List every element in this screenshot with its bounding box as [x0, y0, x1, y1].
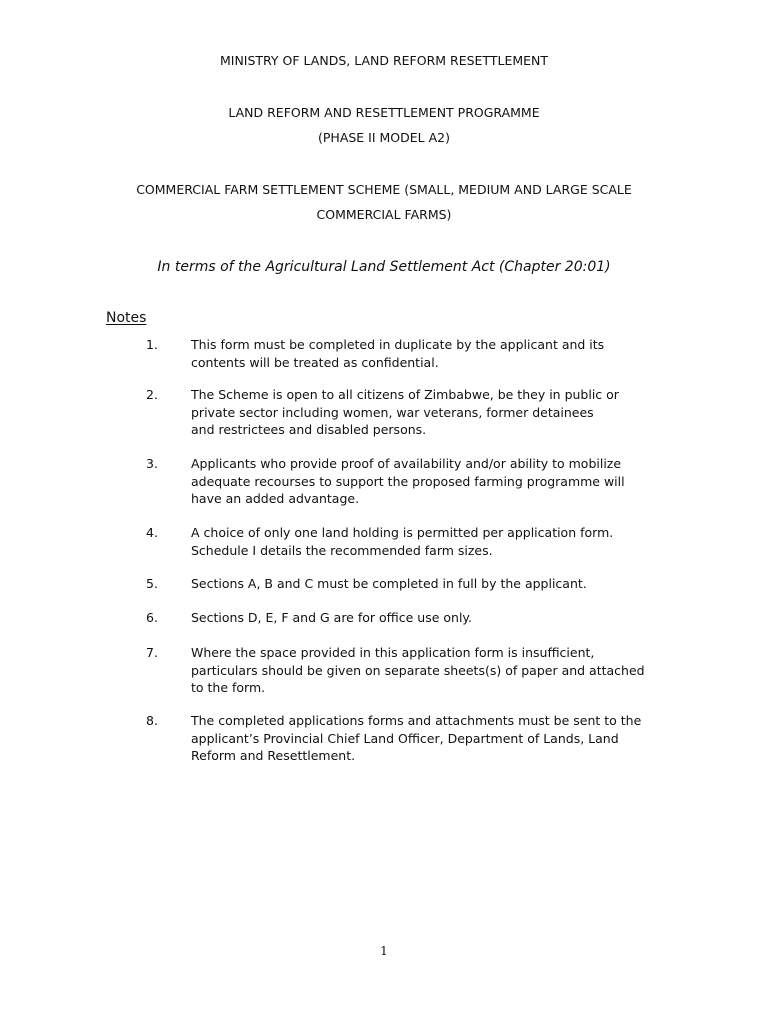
note-line: adequate recourses to support the proposed farming programme will	[191, 473, 625, 489]
note-number: 6.	[146, 610, 158, 625]
note-text	[191, 455, 651, 508]
page-number: 1	[380, 944, 388, 958]
act-reference: In terms of the Agricultural Land Settlement Act (Chapter 20:01)	[157, 259, 611, 275]
scheme-title-line-1: COMMERCIAL FARM SETTLEMENT SCHEME (SMALL, MEDIUM AND LARGE SCALE	[136, 182, 632, 197]
note-line: Sections A, B and C must be completed in full by the applicant.	[191, 576, 587, 591]
note-text	[191, 609, 651, 627]
note-number: 3.	[146, 456, 158, 471]
note-number: 7.	[146, 645, 158, 660]
note-number: 5.	[146, 576, 158, 591]
notes-heading: Notes	[106, 310, 147, 326]
note-number: 8.	[146, 713, 158, 728]
phase-title: (PHASE II MODEL A2)	[318, 130, 450, 145]
note-line: Applicants who provide proof of availability and/or ability to mobilize	[191, 456, 622, 471]
note-line: Reform and Resettlement.	[191, 748, 356, 763]
note-text	[191, 575, 651, 593]
note-text	[191, 386, 651, 439]
note-line: private sector including women, war veterans, former detainees	[191, 404, 594, 420]
note-line: A choice of only one land holding is permitted per application form.	[191, 525, 614, 540]
ministry-title: MINISTRY OF LANDS, LAND REFORM RESETTLEMENT	[219, 53, 549, 68]
note-text	[191, 644, 651, 697]
note-line: Sections D, E, F and G are for office use only.	[191, 610, 473, 625]
note-text	[191, 336, 651, 371]
programme-title: LAND REFORM AND RESETTLEMENT PROGRAMME	[228, 105, 540, 120]
note-line: applicant’s Provincial Chief Land Officer, Department of Lands, Land	[191, 730, 619, 746]
note-number: 4.	[146, 525, 158, 540]
note-line: The Scheme is open to all citizens of Zimbabwe, be they in public or	[191, 387, 619, 402]
note-text	[191, 712, 651, 765]
note-number: 1.	[146, 337, 158, 352]
note-line: The completed applications forms and attachments must be sent to the	[191, 713, 642, 728]
note-line: have an added advantage.	[191, 491, 360, 506]
note-line: Schedule I details the recommended farm sizes.	[191, 542, 493, 558]
note-number: 2.	[146, 387, 158, 402]
note-line: particulars should be given on separate sheets(s) of paper and attached	[191, 662, 645, 678]
note-line: to the form.	[191, 680, 266, 695]
note-line: contents will be treated as confidential.	[191, 354, 439, 370]
note-line: and restrictees and disabled persons.	[191, 422, 427, 437]
note-line: Where the space provided in this application form is insufficient,	[191, 645, 595, 660]
scheme-title-line-2: COMMERCIAL FARMS)	[316, 207, 452, 222]
note-text	[191, 524, 651, 559]
note-line: This form must be completed in duplicate by the applicant and its	[191, 337, 605, 352]
